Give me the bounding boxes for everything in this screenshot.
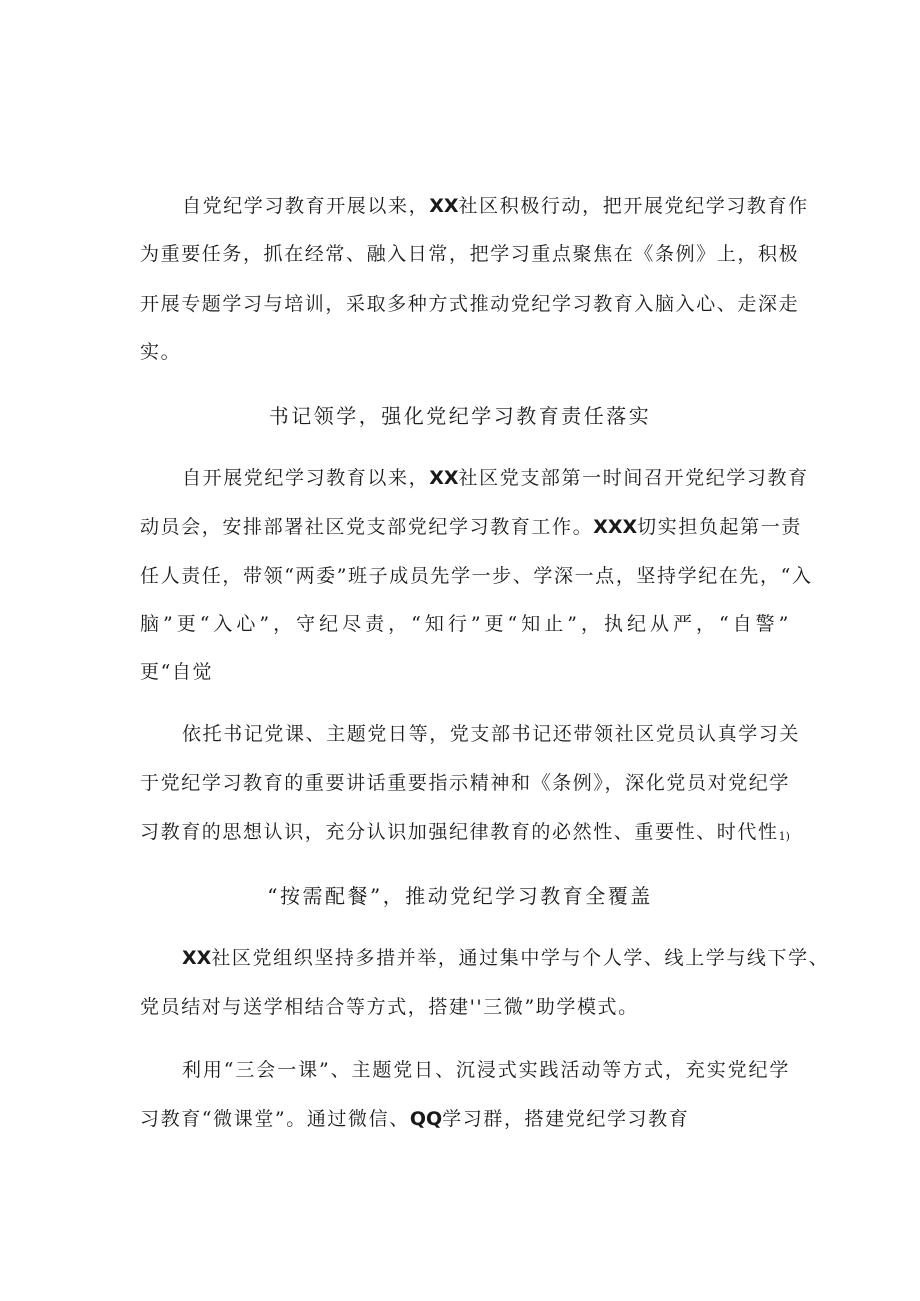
paragraph-2-line-2: 动员会，安排部署社区党支部党纪学习教育工作。XXX切实担负起第一责 — [140, 516, 802, 538]
paragraph-2-line-3: 任人责任，带领“两委”班子成员先学一步、学深一点，坚持学纪在先，“入 — [140, 565, 813, 587]
paragraph-2-line-1: 自开展党纪学习教育以来，XX社区党支部第一时间召开党纪学习教育 — [182, 467, 809, 489]
paragraph-1-line-1: 自党纪学习教育开展以来，XX社区积极行动，把开展党纪学习教育作 — [182, 195, 809, 217]
paragraph-3-line-3: 习教育的思想认识，充分认识加强纪律教育的必然性、重要性、时代性1) — [140, 821, 790, 843]
paragraph-2-line-5: 更“自觉 — [140, 661, 214, 683]
paragraph-1-line-3: 开展专题学习与培训，采取多种方式推动党纪学习教育入脑入心、走深走 — [140, 293, 800, 315]
paragraph-4-line-1: XX社区党组织坚持多措并举，通过集中学与个人学、线上学与线下学、 — [182, 947, 830, 969]
paragraph-3-line-1: 依托书记党课、主题党日等，党支部书记还带领社区党员认真学习关 — [182, 723, 801, 745]
paragraph-5-line-1: 利用“三会一课”、主题党日、沉浸式实践活动等方式，充实党纪学 — [182, 1059, 790, 1081]
paragraph-4-line-2: 党员结对与送学相结合等方式，搭建''三微”助学模式。 — [140, 996, 639, 1018]
paragraph-1-line-4: 实。 — [140, 341, 182, 363]
section-heading-2: “按需配餐”，推动党纪学习教育全覆盖 — [267, 884, 653, 908]
paragraph-3-line-2: 于党纪学习教育的重要讲话重要指示精神和《条例》，深化党员对党纪学 — [140, 772, 790, 794]
paragraph-1-line-2: 为重要任务，抓在经常、融入日常，把学习重点聚焦在《条例》上，积极 — [140, 243, 800, 265]
footnote-mark: 1) — [778, 830, 790, 843]
paragraph-5-line-2: 习教育“微课堂”。通过微信、QQ学习群，搭建党纪学习教育 — [140, 1108, 690, 1130]
paragraph-2-line-4: 脑”更“入心”，守纪尽责，“知行”更“知止”，执纪从严，“自警” — [140, 613, 790, 635]
section-heading-1: 书记领学，强化党纪学习教育责任落实 — [268, 404, 652, 428]
